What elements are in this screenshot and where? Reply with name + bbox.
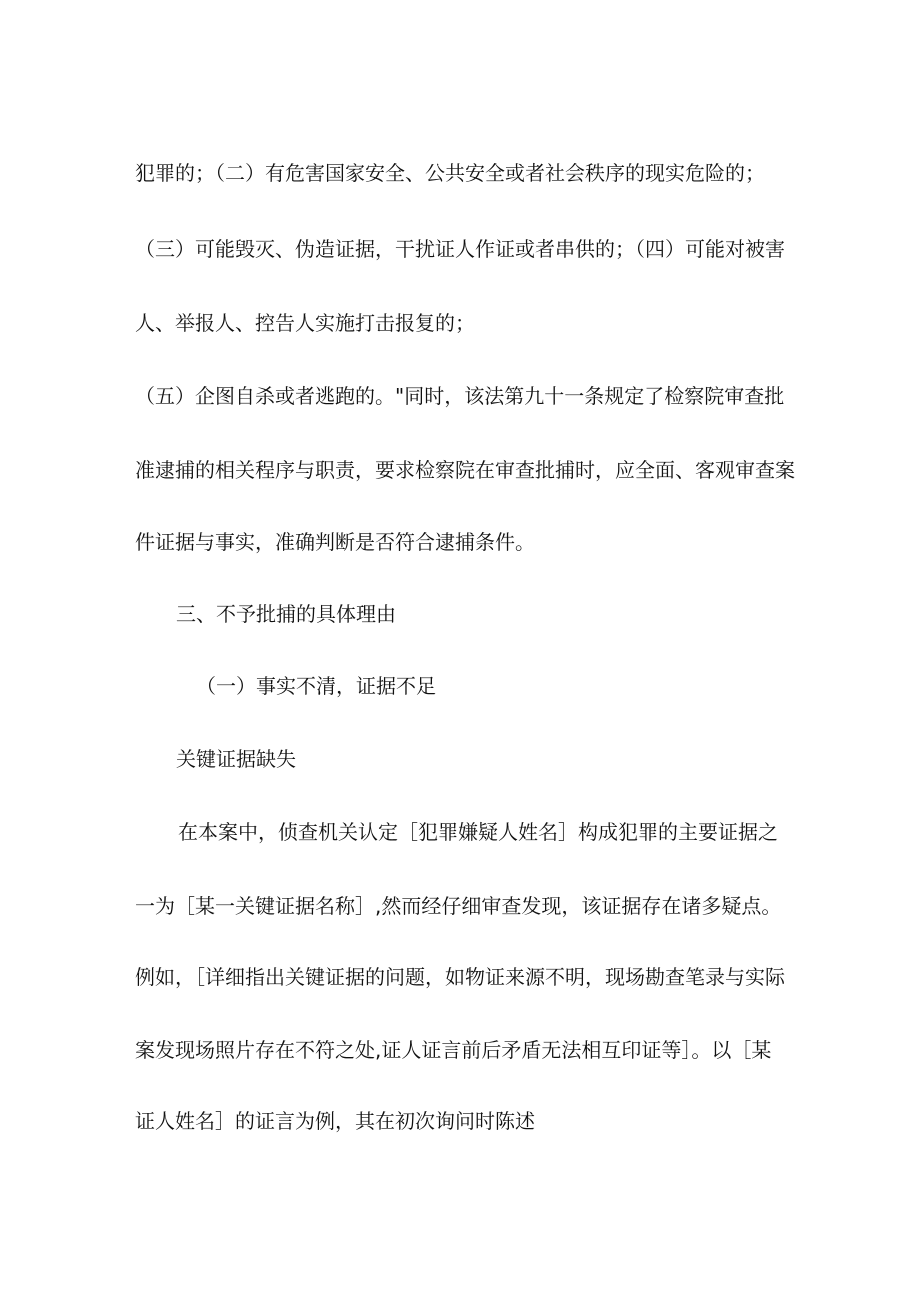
text-line: 案发现场照片存在不符之处,证人证言前后矛盾无法相互印证等］。以［某 [135, 1038, 772, 1062]
text-line: 例如，［详细指出关键证据的问题，如物证来源不明，现场勘查笔录与实际 [135, 965, 785, 989]
text-line: 件证据与事实，准确判断是否符合逮捕条件。 [135, 530, 535, 554]
subsection-title: 关键证据缺失 [176, 747, 296, 771]
text-line: （五）企图自杀或者逃跑的。"同时，该法第九十一条规定了检察院审查批 [135, 384, 785, 408]
subsection-heading: （一）事实不清，证据不足 [196, 674, 436, 698]
text-line: 证人姓名］的证言为例，其在初次询问时陈述 [135, 1109, 535, 1133]
text-line: 准逮捕的相关程序与职责，要求检察院在审查批捕时，应全面、客观审查案 [135, 458, 795, 482]
text-line: 犯罪的；（二）有危害国家安全、公共安全或者社会秩序的现实危险的； [135, 161, 765, 185]
section-heading: 三、不予批捕的具体理由 [176, 602, 396, 626]
text-line: 一为［某一关键证据名称］,然而经仔细审查发现，该证据存在诸多疑点。 [135, 894, 782, 918]
text-line: 在本案中，侦查机关认定［犯罪嫌疑人姓名］构成犯罪的主要证据之 [178, 820, 778, 844]
text-line: 人、举报人、控告人实施打击报复的； [135, 311, 475, 335]
text-line: （三）可能毁灭、伪造证据，干扰证人作证或者串供的；（四）可能对被害 [135, 237, 785, 261]
